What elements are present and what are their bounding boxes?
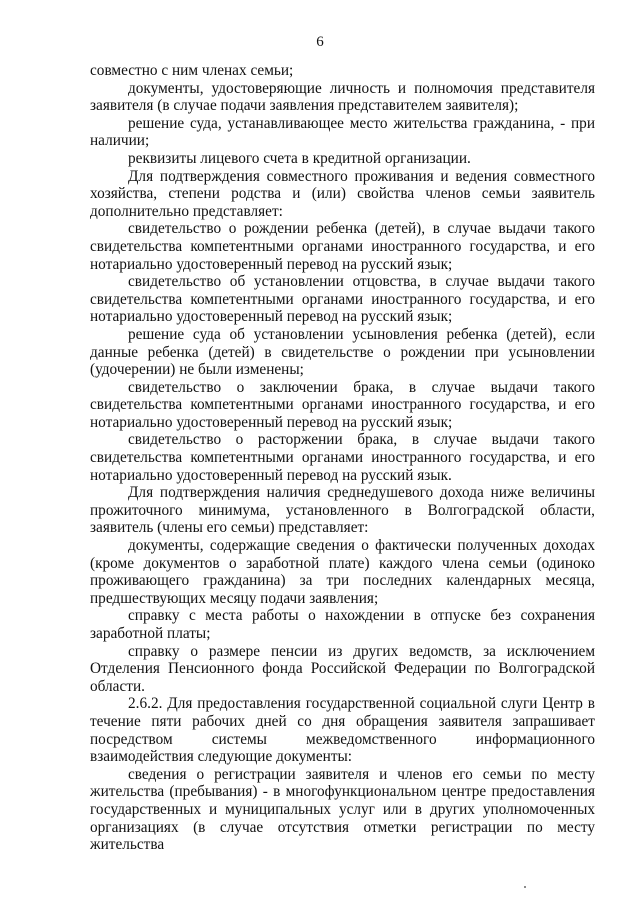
- scan-artifact: [524, 886, 526, 888]
- paragraph: Для подтверждения совместного проживания и ведения совместного хозяйства, степени родства и (или) свойства членов семьи заявитель дополнительно представляет:: [90, 167, 595, 220]
- paragraph: совместно с ним членах семьи;: [90, 62, 294, 79]
- paragraph: справку с места работы о нахождении в отпуске без сохранения заработной платы;: [90, 607, 595, 642]
- paragraph: свидетельство о заключении брака, в случае выдачи такого свидетельства компетентными органами иностранного государства, и его нотариально удостоверенный перевод на русский язык;: [90, 378, 595, 431]
- paragraph: решение суда об установлении усыновления ребенка (детей), если данные ребенка (детей) в свидетельстве о рождении при усыновлении (удочерении) не были изменены;: [90, 325, 595, 379]
- paragraph: свидетельство об установлении отцовства, в случае выдачи такого свидетельства компетентными органами иностранного государства, и его нотариально удостоверенный перевод на русский язык;: [90, 273, 595, 326]
- page-number: 6: [316, 34, 324, 50]
- paragraph: свидетельство о рождении ребенка (детей), в случае выдачи такого свидетельства компетентными органами иностранного государства, и его нотариально удостоверенный перевод на русский язык;: [90, 220, 595, 273]
- paragraph: документы, содержащие сведения о фактически полученных доходах (кроме документов о заработной плате) каждого члена семьи (одиноко проживающего гражданина) за три последних календарных месяца, предшествующих месяцу подачи заявления;: [90, 537, 595, 607]
- document-body: [90, 62, 595, 854]
- paragraph: сведения о регистрации заявителя и членов его семьи по месту жительства (пребывания) - в многофункциональном центре предоставления государственных и муниципальных услуг или в других уполномоченных организациях (в случае отсутствия отметки регистрации по месту жительства: [90, 765, 595, 854]
- paragraph: решение суда, устанавливающее место жительства гражданина, - при наличии;: [90, 114, 595, 150]
- paragraph: 2.6.2. Для предоставления государственной социальной слуги Центр в течение пяти рабочих дней со дня обращения заявителя запрашивает посредством системы межведомственного информационного взаимодействия следующие документы:: [90, 695, 595, 766]
- paragraph: справку о размере пенсии из других ведомств, за исключением Отделения Пенсионного фонда Российской Федерации по Волгоградской области.: [90, 642, 595, 695]
- paragraph: реквизиты лицевого счета в кредитной организации.: [128, 149, 471, 167]
- paragraph: документы, удостоверяющие личность и полномочия представителя заявителя (в случае подачи заявления представителем заявителя);: [90, 79, 595, 115]
- paragraph: Для подтверждения наличия среднедушевого дохода ниже величины прожиточного минимума, установленного в Волгоградской области, заявитель (члены его семьи) представляет:: [90, 484, 595, 537]
- paragraph: свидетельство о расторжении брака, в случае выдачи такого свидетельства компетентными органами иностранного государства, и его нотариально удостоверенный перевод на русский язык.: [90, 431, 595, 484]
